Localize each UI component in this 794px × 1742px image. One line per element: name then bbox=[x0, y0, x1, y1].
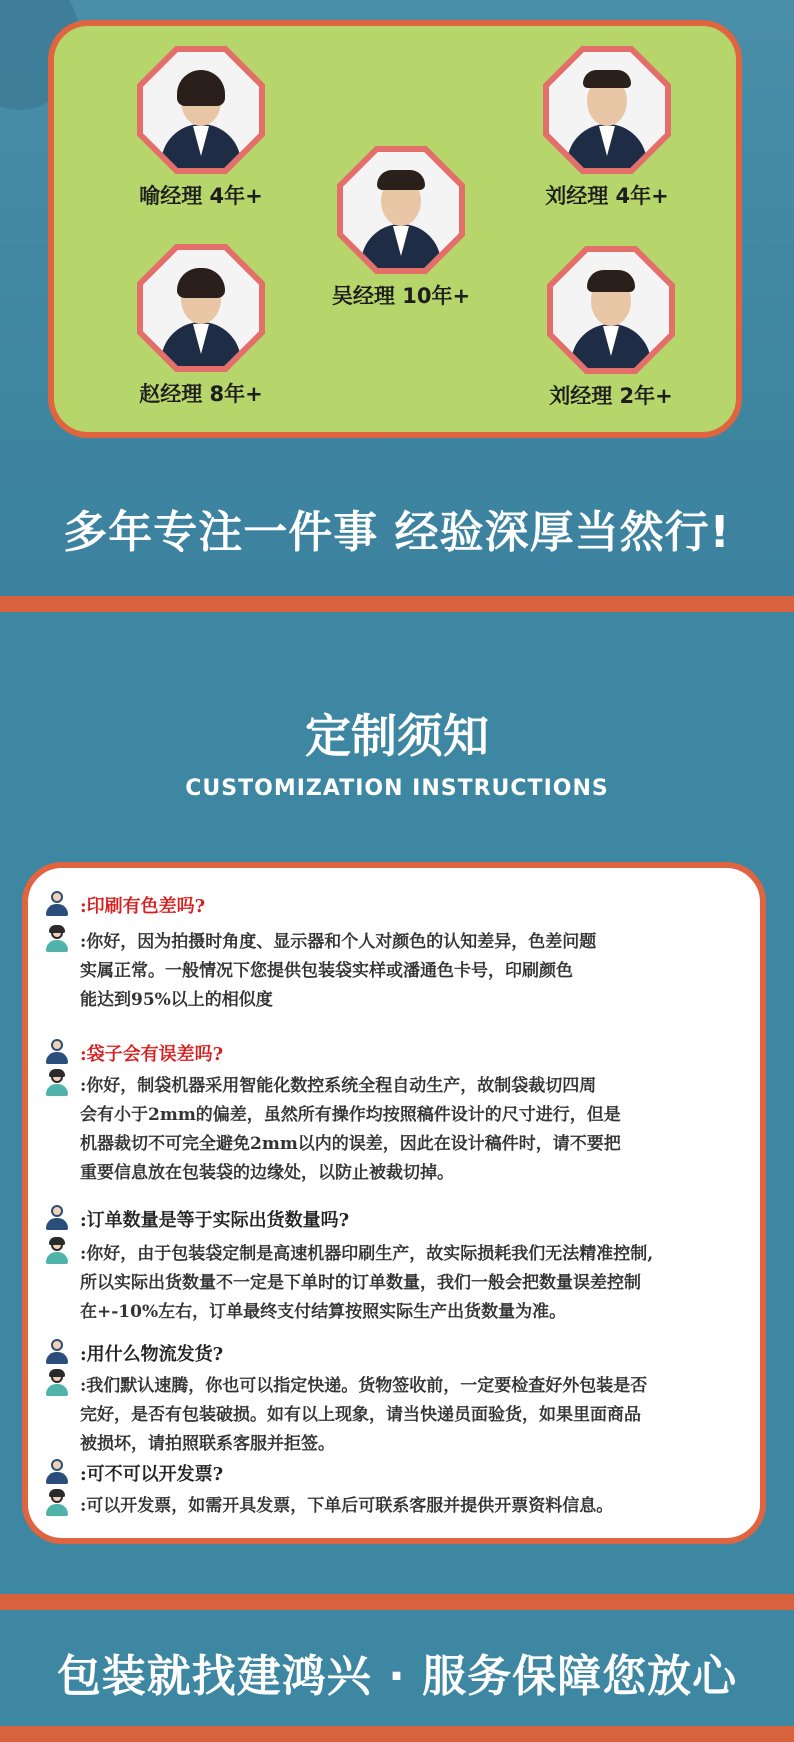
slogan-bottom: 包装就找建鸿兴 · 服务保障您放心 bbox=[56, 1651, 738, 1702]
member-photo bbox=[553, 252, 669, 368]
divider-band bbox=[0, 1594, 794, 1610]
member-label: 喻经理 4年+ bbox=[139, 184, 263, 208]
member-label: 刘经理 4年+ bbox=[545, 184, 669, 208]
member-label: 吴经理 10年+ bbox=[331, 284, 471, 308]
section-subtitle: CUSTOMIZATION INSTRUCTIONS bbox=[185, 776, 609, 801]
team-member bbox=[116, 46, 286, 210]
customer-avatar-icon bbox=[44, 890, 70, 918]
member-photo bbox=[143, 250, 259, 366]
team-member bbox=[116, 244, 286, 408]
team-card bbox=[48, 20, 742, 438]
member-photo-frame bbox=[137, 46, 265, 174]
service-avatar-icon bbox=[44, 926, 70, 954]
question-text: :印刷有色差吗? bbox=[80, 896, 206, 917]
question-text: :订单数量是等于实际出货数量吗? bbox=[80, 1210, 350, 1231]
team-member bbox=[522, 46, 692, 210]
member-photo-frame bbox=[547, 246, 675, 374]
member-label: 赵经理 8年+ bbox=[139, 382, 263, 406]
member-photo bbox=[143, 52, 259, 168]
member-photo-frame bbox=[543, 46, 671, 174]
member-label: 刘经理 2年+ bbox=[549, 384, 673, 408]
customer-avatar-icon bbox=[44, 1038, 70, 1066]
question-text: :可不可以开发票? bbox=[80, 1464, 224, 1485]
service-avatar-icon bbox=[44, 1370, 70, 1398]
team-member bbox=[526, 246, 696, 410]
member-photo-frame bbox=[337, 146, 465, 274]
section-title: 定制须知 bbox=[305, 709, 489, 763]
answer-text: :可以开发票，如需开具发票，下单后可联系客服并提供开票资料信息。 bbox=[80, 1496, 614, 1516]
service-avatar-icon bbox=[44, 1490, 70, 1518]
member-photo-frame bbox=[137, 244, 265, 372]
customer-avatar-icon bbox=[44, 1204, 70, 1232]
answer-text: :我们默认速腾，你也可以指定快递。货物签收前，一定要检查好外包装是否 完好，是否有包装破损。如有以上现象，请当快递员面验货，如果里面商品 被损坏，请拍照联系客服并拒签。 bbox=[80, 1376, 648, 1454]
service-avatar-icon bbox=[44, 1238, 70, 1266]
answer-text: :你好，由于包装袋定制是高速机器印刷生产，故实际损耗我们无法精准控制, 所以实际出货数量不一定是下单时的订单数量，我们一般会把数量误差控制 在+-10%左右，订单最终支付结算按照实际生产出货数量为准。 bbox=[80, 1244, 654, 1322]
member-photo bbox=[343, 152, 459, 268]
divider-band bbox=[0, 1726, 794, 1742]
faq-card bbox=[22, 862, 766, 1544]
team-member bbox=[316, 146, 486, 310]
question-text: :袋子会有误差吗? bbox=[80, 1044, 224, 1065]
customer-avatar-icon bbox=[44, 1458, 70, 1486]
service-avatar-icon bbox=[44, 1070, 70, 1098]
answer-text: :你好，因为拍摄时角度、显示器和个人对颜色的认知差异，色差问题 实属正常。一般情况下您提供包装袋实样或潘通色卡号，印刷颜色 能达到95%以上的相似度 bbox=[80, 932, 597, 1010]
question-text: :用什么物流发货? bbox=[80, 1344, 224, 1365]
answer-text: :你好，制袋机器采用智能化数控系统全程自动生产，故制袋裁切四周 会有小于2mm的偏差，虽然所有操作均按照稿件设计的尺寸进行，但是 机器裁切不可完全避免2mm以内的误差，因此在设计稿件时，请不要把 重要信息放在包装袋的边缘处，以防止被裁切掉。 bbox=[80, 1076, 621, 1183]
divider-band bbox=[0, 596, 794, 612]
member-photo bbox=[549, 52, 665, 168]
customer-avatar-icon bbox=[44, 1338, 70, 1366]
slogan-top: 多年专注一件事 经验深厚当然行! bbox=[63, 507, 731, 558]
